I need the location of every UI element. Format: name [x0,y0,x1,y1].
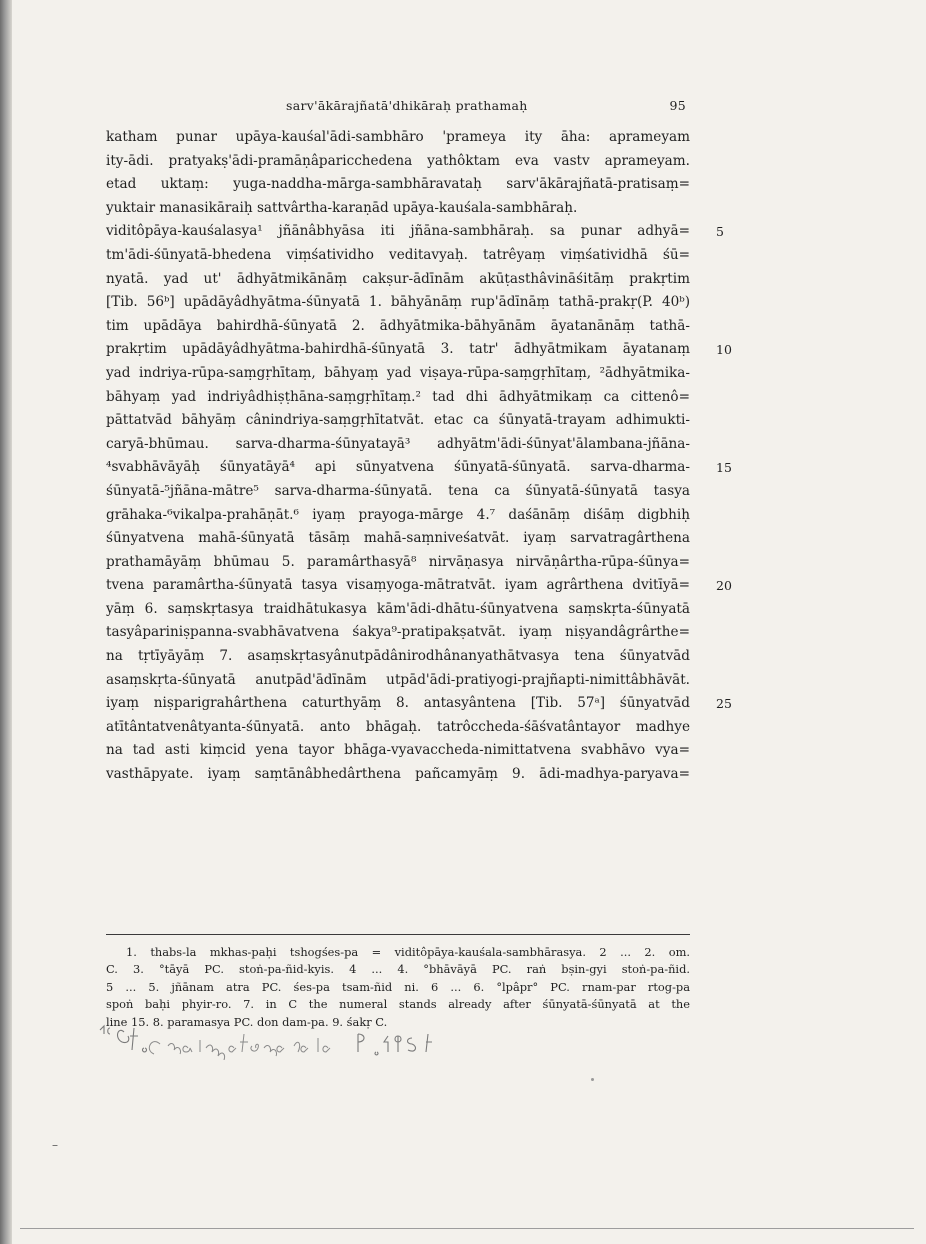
text-line-content: katham punar upāya-kauśal'ādi-sambhāro 'prameya ity āha: aprameyam [106,129,690,145]
text-line-content: etad uktaṃ: yuga-naddha-mārga-sambhāravataḥ sarv'ākārajñatā-pratisaṃ= [106,176,690,193]
line-number: 10 [716,342,732,358]
text-line [106,527,690,551]
text-line [106,716,690,740]
text-line-content: ⁴svabhāvāyāḥ śūnyatāyā⁴ api sūnyatvena śūnyatā-śūnyatā. sarva-dharma- [106,459,690,476]
text-line-content: viditôpāya-kauśalasya¹ jñānâbhyāsa iti jñāna-sambhāraḥ. sa punar adhyā= [106,223,690,240]
line-number: 20 [716,578,732,594]
text-line [106,504,690,528]
text-line-content: bāhyaṃ yad indriyâdhiṣṭhāna-saṃgṛhītaṃ.² tad dhi ādhyātmikaṃ ca cittenô= [106,388,690,405]
text-line-content: caryā-bhūmau. sarva-dharma-śūnyatayā³ adhyātm'ādi-śūnyat'ālambana-jñāna- [106,435,690,452]
text-line-content: tm'ādi-śūnyatā-bhedena viṃśatividho veditavyaḥ. tatrêyaṃ viṃśatividhā śū= [106,246,690,263]
text-line [106,739,690,763]
text-line [106,574,732,598]
page-number: 95 [669,98,686,113]
footnote-line: spoṅ baḥi phyir-ro. 7. in C the numeral stands already after śūnyatā-śūnyatā at the [106,997,690,1012]
text-line-content: tvena paramârtha-śūnyatā tasya visaṃyoga-mātratvāt. iyam agrârthena dvitīyā= [106,577,690,594]
text-line [106,598,690,622]
text-line-content: vasthāpyate. iyaṃ saṃtānâbhedârthena pañcamyāṃ 9. ādi-madhya-paryava= [106,766,690,783]
paper-speck [591,1078,594,1081]
footnote-line: line 15. 8. paramasya PC. don dam-pa. 9. śakṛ C. [106,1014,388,1029]
text-line [106,480,690,504]
main-text-block [106,126,732,787]
text-line [106,338,732,362]
text-line [106,692,732,716]
line-number: 15 [716,460,732,476]
text-line [106,409,690,433]
text-line-content: śūnyatvena mahā-śūnyatā tāsāṃ mahā-saṃniveśatvāt. iyaṃ sarvatragârthena [106,530,690,547]
text-line [106,621,690,645]
text-line-content: [Tib. 56ᵇ] upādāyâdhyātma-śūnyatā 1. bāhyānāṃ rup'ādīnāṃ tathā-prakṛ(P. 40ᵇ) [106,294,690,311]
text-line [106,126,690,150]
page-bottom-edge [20,1228,914,1229]
text-line [106,244,690,268]
text-line [106,456,732,480]
footnotes-block [106,944,690,1031]
text-line [106,173,690,197]
text-line-content: yāṃ 6. saṃskṛtasya traidhātukasya kām'ādi-dhātu-śūnyatvena saṃskṛta-śūnyatā [106,600,690,617]
text-line [106,763,690,787]
footnote-line: 1. thabs-la mkhas-paḥi tshogśes-pa = viditôpāya-kauśala-sambhārasya. 2 ... 2. om. [126,945,690,959]
text-line [106,197,690,221]
footnote-line: C. 3. °tāyā PC. stoṅ-pa-ñid-kyis. 4 ... 4. °bhāvāyā PC. raṅ bṣin-gyi stoṅ-pa-ñid. [106,962,690,977]
text-line-content: ity-ādi. pratyakṣ'ādi-pramāṇâparicchedena yathôktam eva vastv aprameyam. [106,152,690,169]
footnote-rule [106,934,690,935]
line-number: 5 [716,224,724,240]
text-line-content: iyaṃ niṣparigrahârthena caturthyāṃ 8. antasyântena [Tib. 57ᵃ] śūnyatvād [106,695,690,712]
text-line [106,551,690,575]
text-line [106,220,724,244]
text-line-content: yuktair manasikāraiḥ sattvârtha-karaṇād upāya-kauśala-sambhāraḥ. [106,199,578,216]
text-line-content: na tṛtīyāyāṃ 7. asaṃskṛtasyânutpādânirodhânanyathātvasya tena śūnyatvād [106,648,690,665]
text-line [106,645,690,669]
text-line-content: nyatā. yad ut' ādhyātmikānāṃ cakṣur-ādīnām akūṭasthâvināśitāṃ prakṛtim [106,270,690,287]
text-line [106,386,690,410]
text-line-content: asaṃskṛta-śūnyatā anutpād'ādīnām utpād'ādi-pratiyogi-prajñapti-nimittâbhāvāt. [106,671,690,688]
text-line [106,268,690,292]
text-line-content: prathamāyāṃ bhūmau 5. paramârthasyā⁸ nirvāṇasya nirvāṇârtha-rūpa-śūnya= [106,553,690,570]
text-line [106,291,690,315]
page-spine-shadow [0,0,12,1244]
text-line-content: pāttatvād bāhyāṃ cânindriya-saṃgṛhītatvāt. etac ca śūnyatā-trayam adhimukti- [106,412,690,429]
text-line [106,669,690,693]
running-title: sarv'ākārajñatā'dhikāraḥ prathamaḥ [286,98,528,113]
text-line-content: grāhaka-⁶vikalpa-prahāṇāt.⁶ iyaṃ prayoga-mārge 4.⁷ daśānāṃ diśāṃ digbhiḥ [106,506,690,523]
handwritten-margin-note [96,1024,516,1060]
text-line [106,433,690,457]
line-number: 25 [716,696,732,712]
text-line-content: yad indriya-rūpa-saṃgṛhītaṃ, bāhyaṃ yad viṣaya-rūpa-saṃgṛhītaṃ, ²ādhyātmika- [106,364,690,381]
text-line [106,315,690,339]
footnote-line: 5 ... 5. jñānam atra PC. śes-pa tsam-ñid ni. 6 ... 6. °lpâpr° PC. rnam-par rtog-pa [106,979,690,994]
text-line-content: prakṛtim upādāyâdhyātma-bahirdhā-śūnyatā 3. tatr' ādhyātmikam āyatanaṃ [106,341,690,358]
text-line-content: śūnyatā-⁵jñāna-mātre⁵ sarva-dharma-śūnyatā. tena ca śūnyatā-śūnyatā tasya [106,482,690,499]
text-line-content: atītântatvenâtyanta-śūnyatā. anto bhāgaḥ. tatrôccheda-śāśvatântayor madhye [106,718,690,735]
text-line-content: na tad asti kiṃcid yena tayor bhāga-vyavaccheda-nimittatvena svabhāvo vya= [106,742,690,759]
text-line [106,150,690,174]
text-line [106,362,690,386]
text-line-content: tasyâpariniṣpanna-svabhāvatvena śakya⁹-pratipakṣatvāt. iyaṃ niṣyandâgrârthe= [106,624,690,641]
margin-mark: – [52,1138,58,1152]
text-line-content: tim upādāya bahirdhā-śūnyatā 2. ādhyātmika-bāhyānām āyatanānāṃ tathā- [106,317,690,334]
